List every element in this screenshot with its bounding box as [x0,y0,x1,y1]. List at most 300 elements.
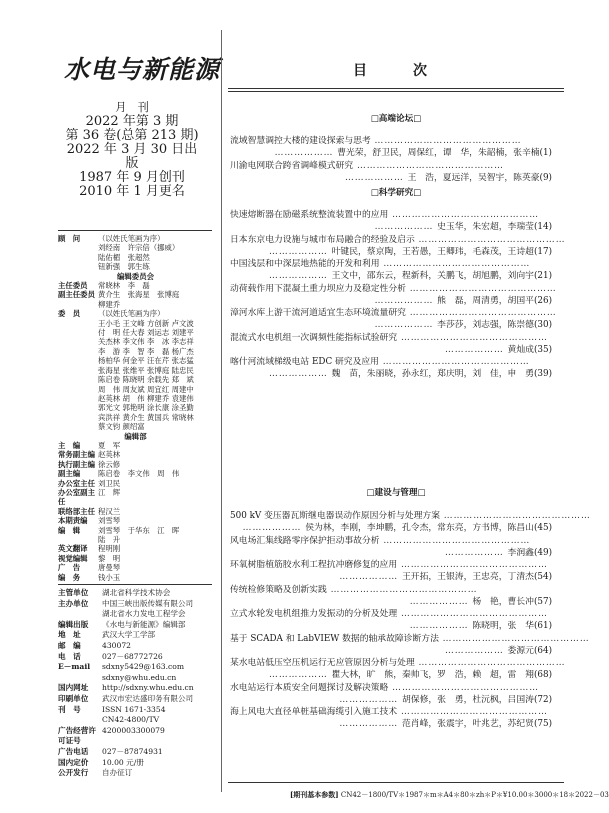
board-row [58,262,213,271]
staff-name: 徐云修 [98,459,121,469]
member-names: 郭光文 郭艳明 涂长康 涂圣勤 [98,403,194,413]
contact-row [58,652,213,663]
board-role [58,394,98,403]
board-row [58,328,213,337]
member-names: 杨柏华 何金平 汪在芹 张志猛 [98,356,194,366]
board-row [58,243,213,252]
toc-section-heading: □高端论坛□ [370,114,422,124]
parameters-text: CN42－1800/TV＊1987＊m＊A4＊80＊zh＊P＊¥10.00＊3000＊18＊2022－03 [340,791,609,799]
contact-info [58,588,213,779]
board-row [58,516,213,525]
entry-title-text: 动荷载作用下混凝土重力坝应力及稳定性分析 [230,283,406,294]
dot-leader: ……………………………………… [379,535,531,546]
staff-role: 编 务 [58,572,81,582]
dot-leader: ……………… [374,295,438,306]
toc-entry-authors [230,620,552,632]
toc-entry-title [230,657,566,669]
dot-leader: ……………… [444,645,508,656]
toc-entry-title [230,633,590,645]
pub-line: 2022 年第 3 期 [85,114,179,129]
staff-role: 办公室副主任 [58,487,95,507]
toc-entry [230,657,566,682]
toc-entry-title [230,706,552,718]
staff-name: 刘雪琴 [98,516,121,526]
member-names: 周 伟 周友斌 周宜红 周建中 [98,384,194,394]
board-row [58,573,213,582]
member-names: 陈启卷 陈晓明 余载先 郑 斌 [98,375,194,385]
contact-key [58,715,102,726]
contact-row [58,726,213,747]
board-role: 委 员 [58,309,81,319]
dot-leader: ……………………………………… [414,234,566,245]
contact-value: ISSN 1671-3354 [102,704,166,714]
board-role: 顾 问 [58,234,81,243]
pub-line: 1987 年 9 月创刊 [79,170,185,185]
entry-authors-text: 范肖峰，张震宇，叶兆艺，苏纪贤(75) [401,719,552,730]
toc-section-heading: □建设与管理□ [366,488,426,498]
board-role: 主任委员 [58,281,88,291]
contact-key: 国内定价 [58,757,89,767]
entry-authors-text: 杨 艳，曹长冲(57) [472,596,552,607]
contact-value: 10.00 元/册 [102,757,144,767]
member-names: 蔡文钧 颜绍富 [98,422,145,432]
toc-entry [230,706,552,731]
staff-name: 程明刚 [98,544,121,554]
dot-leader: ……………………………………… [405,308,557,318]
entry-title-text: 水电站运行本质安全问题探讨及解决策略 [230,682,389,693]
dot-leader: ……………… [409,621,473,632]
contact-key: 地 址 [58,630,81,640]
board-role [58,262,98,271]
staff-name: 刘雪琴 于华东 江 晖 [98,525,180,535]
toc-entry-title [230,608,552,620]
toc-entry-authors [230,368,552,380]
board-row [58,450,213,459]
member-names: 王小毛 王文峰 方创新 卢文波 [98,318,194,328]
board-row [58,479,213,488]
entry-authors-text: 李莎莎，刘志强，陈崇德(30) [437,320,552,331]
toc-entry-title [230,510,591,522]
committee-heading: 编辑委员会 [117,271,154,281]
board-row [58,469,213,478]
toc-title: 目 次 [353,63,443,79]
contact-key [58,673,102,684]
dot-leader: ……………………………………… [438,633,590,644]
toc-entry [230,608,552,633]
contact-row [58,694,213,705]
dot-leader: ……………………………………… [378,357,530,367]
contact-row [58,715,213,726]
toc-entry-authors [230,246,552,258]
toc-entry-title [230,535,552,547]
contact-value: 027－87874931 [102,746,163,756]
contact-key: 国内网址 [58,683,89,693]
divider [228,88,564,89]
contact-value: 430072 [102,640,131,650]
toc-entry [230,283,557,308]
board-row [58,234,213,243]
staff-name: 钱小玉 [98,572,121,582]
contact-value: 4200003300079 [102,725,165,735]
contact-row [58,673,213,684]
contact-row [58,620,213,631]
toc-entry-authors [230,571,552,583]
entry-authors-text: 王文中，邵东云，程新科，关鹏飞，胡旭鹏，刘向宇(21) [331,271,552,282]
staff-role: 英文翻译 [58,544,88,554]
contact-row [58,747,213,758]
board-row [58,544,213,553]
board-note: （以姓氏笔画为序） [98,234,165,243]
entry-title-text: 500 kV 变压器瓦斯继电器误动作原因分析与处理方案 [230,511,441,521]
dot-leader: ……………… [339,694,402,705]
contact-key: 主办单位 [58,598,89,608]
toc-entry [230,510,591,535]
toc-entry-title [230,682,552,694]
contact-row [58,641,213,652]
contact-key: 公开发行 [58,768,89,778]
toc-entry-authors [230,319,552,331]
board-row [58,507,213,516]
contact-row [58,599,213,610]
toc-entry [230,209,552,234]
toc-entry-title [230,234,566,246]
toc-entry-title [230,356,552,368]
journal-logo: 水电与新能源 [64,55,221,84]
board-row [58,394,213,403]
board-role: 副主任委员 [58,290,95,300]
contact-value: CN42-4800/TV [102,715,160,725]
entry-title-text: 基于 SCADA 和 LabVIEW 数据的轴承故障诊断方法 [230,633,439,644]
dot-leader: ……………………………………… [370,136,522,146]
contact-row [58,768,213,779]
board-row [58,366,213,375]
pub-line: 月 刊 [115,101,149,114]
board-row [58,422,213,431]
dot-leader: ……………… [444,547,508,558]
toc-entry [230,356,552,381]
vice-names: 黄介生 张海星 张博庭 [98,290,180,300]
board-note: （以姓氏笔画为序） [98,309,165,319]
board-row [58,460,213,469]
toc-entry-title [230,584,552,596]
board-role [58,347,98,356]
contact-value: 《水电与新能源》编辑部 [102,619,186,629]
entry-authors-text: 王开拓，王银涛，王忠亮，丁清杰(54) [401,572,552,583]
entry-title-text: 喀什河流域梯级电站 EDC 研究及应用 [230,357,379,367]
board-row [58,319,213,328]
toc-section-heading: □科学研究□ [370,188,422,198]
toc-entry-authors [230,596,552,608]
staff-name: 赵英林 [98,450,121,460]
entry-authors-text: 熊 磊，周清勇，胡国平(26) [437,295,552,306]
contact-key: 广告经营许可证号 [58,725,96,746]
contact-value: http://sdxny.whu.edu.cn [102,683,194,693]
staff-name: 黎 明 [98,553,121,563]
entry-title-text: 快速熔断器在励磁系统整流装置中的应用 [230,210,389,220]
pub-line: 2022 年 3 月 30 日出版 [66,142,198,171]
entry-title-text: 日本东京电力设施与城市布局融合的经验及启示 [230,234,415,245]
board-row [58,281,213,290]
entry-authors-text: 魏 苗，朱丽晓，孙永红，郑庆明，刘 佳，申 勇(39) [331,369,552,380]
board-row [58,337,213,346]
board-role [58,403,98,412]
dot-leader: ……………… [274,148,338,159]
member-names: 付 明 任大春 刘运志 刘建平 [98,328,194,338]
entry-authors-text: 侯为林，李刚，李坤鹏，孔令杰，常东亮，方书博，陈昌山(45) [305,523,552,534]
contact-row [58,705,213,716]
contact-key: 电 话 [58,651,81,661]
editorial-board [58,234,213,582]
contact-key: E－mail [58,662,91,672]
board-row [58,535,213,544]
board-role [58,337,98,346]
staff-name: 陈启卷 李文伟 周 伟 [98,469,180,479]
entry-title-text: 某水电站低压空压机运行无应管原因分析与处理 [230,658,415,668]
board-row [58,413,213,422]
entry-authors-text: 胡保修，张 勇，杜沅枫，吕国涛(72) [401,694,552,705]
entry-title-text: 海上风电大直径单桩基础海缆引入施工技术 [230,707,398,717]
dot-leader: ……………… [339,572,402,583]
contact-row [58,630,213,641]
member-names: 赵英林 胡 伟 柳建乔 袁建伟 [98,393,194,403]
staff-name: 唐曼琴 [98,563,121,573]
dot-leader: ……………… [269,369,332,380]
staff-role: 常务副主编 [58,450,95,460]
board-row [58,554,213,563]
board-role [58,253,98,262]
contact-value: 中国三峡出版传媒有限公司 [102,598,194,608]
dot-leader: ……………… [409,596,473,607]
toc-entry-title [230,332,552,344]
toc-entry-title [230,160,552,172]
toc-entry-authors [230,221,552,233]
parameters-label: [期刊基本参数] [290,790,339,799]
divider [228,782,564,783]
contact-value: 武汉市宏达盛印务有限公司 [102,693,194,703]
toc-entry-authors [230,669,552,681]
contact-key: 印刷单位 [58,693,89,703]
advisor-names: 钮新强 郭生练 [98,262,150,272]
toc-entry [230,584,552,609]
member-names: 李 游 李 智 李 磊 杨广杰 [98,346,194,356]
divider [58,230,212,231]
toc-entry-title [230,559,552,571]
toc-entry [230,160,552,185]
entry-authors-text: 史玉华，朱宏超，李瑞莹(14) [437,222,552,233]
staff-role: 执行副主编 [58,459,95,469]
dot-leader: ……………… [269,670,332,681]
pub-line: 2010 年 1 月更名 [79,184,185,199]
toc-entry-authors [230,522,552,534]
toc-entry-authors [230,645,552,657]
dot-leader: ……………………………………… [397,560,548,570]
staff-role [58,535,98,544]
board-role [58,356,98,365]
staff-name: 江 辉 [98,487,121,497]
board-role [58,366,98,375]
entry-title-text: 传统检修策略及创新实践 [230,584,327,595]
toc-entry-authors [230,694,552,706]
entry-title-text: 川渝电网联合跨省调峰模式研究 [230,160,354,171]
dot-leader: ……………………………………… [326,584,478,595]
advisor-names: 刘经南 许宗倍（挪威） [98,243,180,253]
entry-title-text: 立式水轮发电机组推力发振动的分析及处理 [230,609,398,619]
contact-key: 广告电话 [58,746,89,756]
toc-entry [230,135,552,160]
toc-entry-title [230,283,557,295]
staff-name: 夏 军 [98,440,121,450]
staff-role: 主 编 [58,440,81,450]
board-row [58,526,213,535]
member-names: 关杰林 李文伟 李 冰 李志祥 [98,337,194,347]
advisor-names: 陆佑楣 张超然 [98,252,150,262]
board-role [58,243,98,252]
board-row [58,347,213,356]
dot-leader: ……………………………………… [353,160,504,171]
entry-authors-text: 黄灿成(35) [507,344,552,355]
board-role [58,385,98,394]
entry-authors-text: 陈晓明，张 华(61) [472,621,552,632]
contact-row [58,588,213,599]
entry-authors-text: 李润鑫(49) [507,547,552,558]
staff-role: 办公室主任 [58,478,95,488]
dot-leader: ……………………………………… [397,707,548,717]
member-names: 宾洪祥 黄介生 黄国兵 常晓林 [98,412,194,422]
board-row [58,441,213,450]
staff-name: 程汉兰 [98,506,121,516]
dot-leader: ……………… [269,271,332,282]
contact-row [58,609,213,620]
toc-entry-authors [230,547,552,559]
divider [58,584,212,585]
toc-entry-authors [230,172,552,184]
entry-authors-text: 瞿大林，旷 熊，秦帅飞，罗 浩，赖 超，雷 翔(68) [331,670,552,681]
dot-leader: ……………………………………… [440,511,591,521]
dot-leader: ……………………………………… [397,332,548,343]
entry-authors-text: 王 浩，夏远洋，吴智宇，陈英豪(9) [407,172,552,183]
member-names: 张海星 张维平 张博庭 陆忠民 [98,365,194,375]
contact-value: sdxny@whu.edu.cn [102,672,177,682]
contact-value: 027－68772726 [102,651,163,661]
dot-leader: ……………………………………… [397,609,548,619]
board-role [58,319,98,328]
toc-entry-title [230,307,557,319]
staff-role: 本期责编 [58,516,88,526]
board-role [58,328,98,337]
toc-entry-authors [230,718,552,730]
dot-leader: ……………… [242,523,306,534]
staff-role: 副主编 [58,469,81,479]
board-row [58,375,213,384]
toc-entry-authors [230,147,552,159]
board-row [58,290,213,299]
dot-leader: ……………… [374,222,438,233]
staff-role: 广 告 [58,563,81,573]
dot-leader: ……………… [269,246,332,257]
staff-name: 陆 升 [98,535,121,544]
entry-title-text: 漳河水库上游干流河道适宜生态环境流量研究 [230,308,406,318]
entry-title-text: 环氧树脂植筋胶水利工程抗冲磨修复的应用 [230,560,398,570]
dot-leader: ……………… [345,172,408,183]
toc-entry [230,682,552,707]
toc-entry-title [230,258,552,270]
dot-leader: ……………………………………… [388,210,540,220]
vice-names: 柳建乔 [98,299,121,309]
journal-parameters [290,790,609,800]
board-role [58,300,98,309]
contact-value: 湖北省水力发电工程学会 [102,609,186,619]
dot-leader: ……………………………………… [405,283,557,294]
director-names: 常晓林 李 磊 [98,281,150,291]
dot-leader: ……………… [339,719,402,730]
toc-entry [230,332,552,357]
dot-leader: ……………… [444,344,508,355]
board-row [58,356,213,365]
contact-value: 武汉大学工学部 [102,630,156,640]
board-role [58,413,98,422]
dot-leader: ……………………………………… [388,682,540,693]
toc-entry [230,633,590,658]
entry-title-text: 混流式水电机组一次调频性能指标试验研究 [230,332,398,343]
toc-entry-title [230,135,552,147]
board-row [58,488,213,507]
staff-role: 视觉编辑 [58,553,88,563]
masthead-column [0,0,221,813]
staff-role: 编 辑 [58,525,81,535]
contact-key: 刊 号 [58,704,81,714]
toc-entry-authors [230,344,552,356]
dot-leader: ……………………………………… [379,259,531,269]
dot-leader: ……………… [374,320,438,331]
toc-entry-authors [230,295,552,307]
contact-value: 自办征订 [102,768,133,778]
toc-entry [230,258,552,283]
board-row [58,253,213,262]
board-row [58,300,213,309]
entry-title-text: 风电场汇集线路零序保护拒动事故分析 [230,535,380,546]
contact-row [58,758,213,769]
toc-entry-title [230,209,552,221]
board-row [58,563,213,572]
publication-info [62,101,202,199]
entry-authors-text: 曹光荣，舒卫民，周保红，谭 华，朱韶楠，张辛楠(1) [337,148,552,159]
contact-value: sdxny5429@163.com [102,662,185,672]
contact-row [58,662,213,673]
entry-title-text: 中国浅层和中深层地热能的开发和利用 [230,259,380,269]
toc-entry [230,559,552,584]
entry-authors-text: 叶键民，蔡京陶，王若愚，王卿玮，毛森茂，王诗超(17) [331,246,552,257]
staff-role: 联络部主任 [58,506,95,516]
editorial-dept-heading: 编辑部 [124,431,147,441]
entry-title-text: 流域智慧调控大楼的建设探索与思考 [230,136,371,146]
staff-name: 刘卫民 [98,478,121,488]
contact-key: 编辑出版 [58,619,89,629]
board-role [58,375,98,384]
contact-key [58,609,102,620]
contact-key: 主管单位 [58,588,89,597]
contact-row [58,683,213,694]
column-divider [221,30,222,792]
dot-leader: ……………………………………… [414,658,566,668]
toc-entry [230,307,557,332]
board-role [58,422,98,431]
toc-entry [230,234,566,259]
toc-entry [230,535,552,560]
entry-authors-text: 娄源元(64) [507,645,552,656]
board-row [58,385,213,394]
pub-line: 第 36 卷(总第 213 期) [65,128,199,143]
divider [228,91,564,92]
